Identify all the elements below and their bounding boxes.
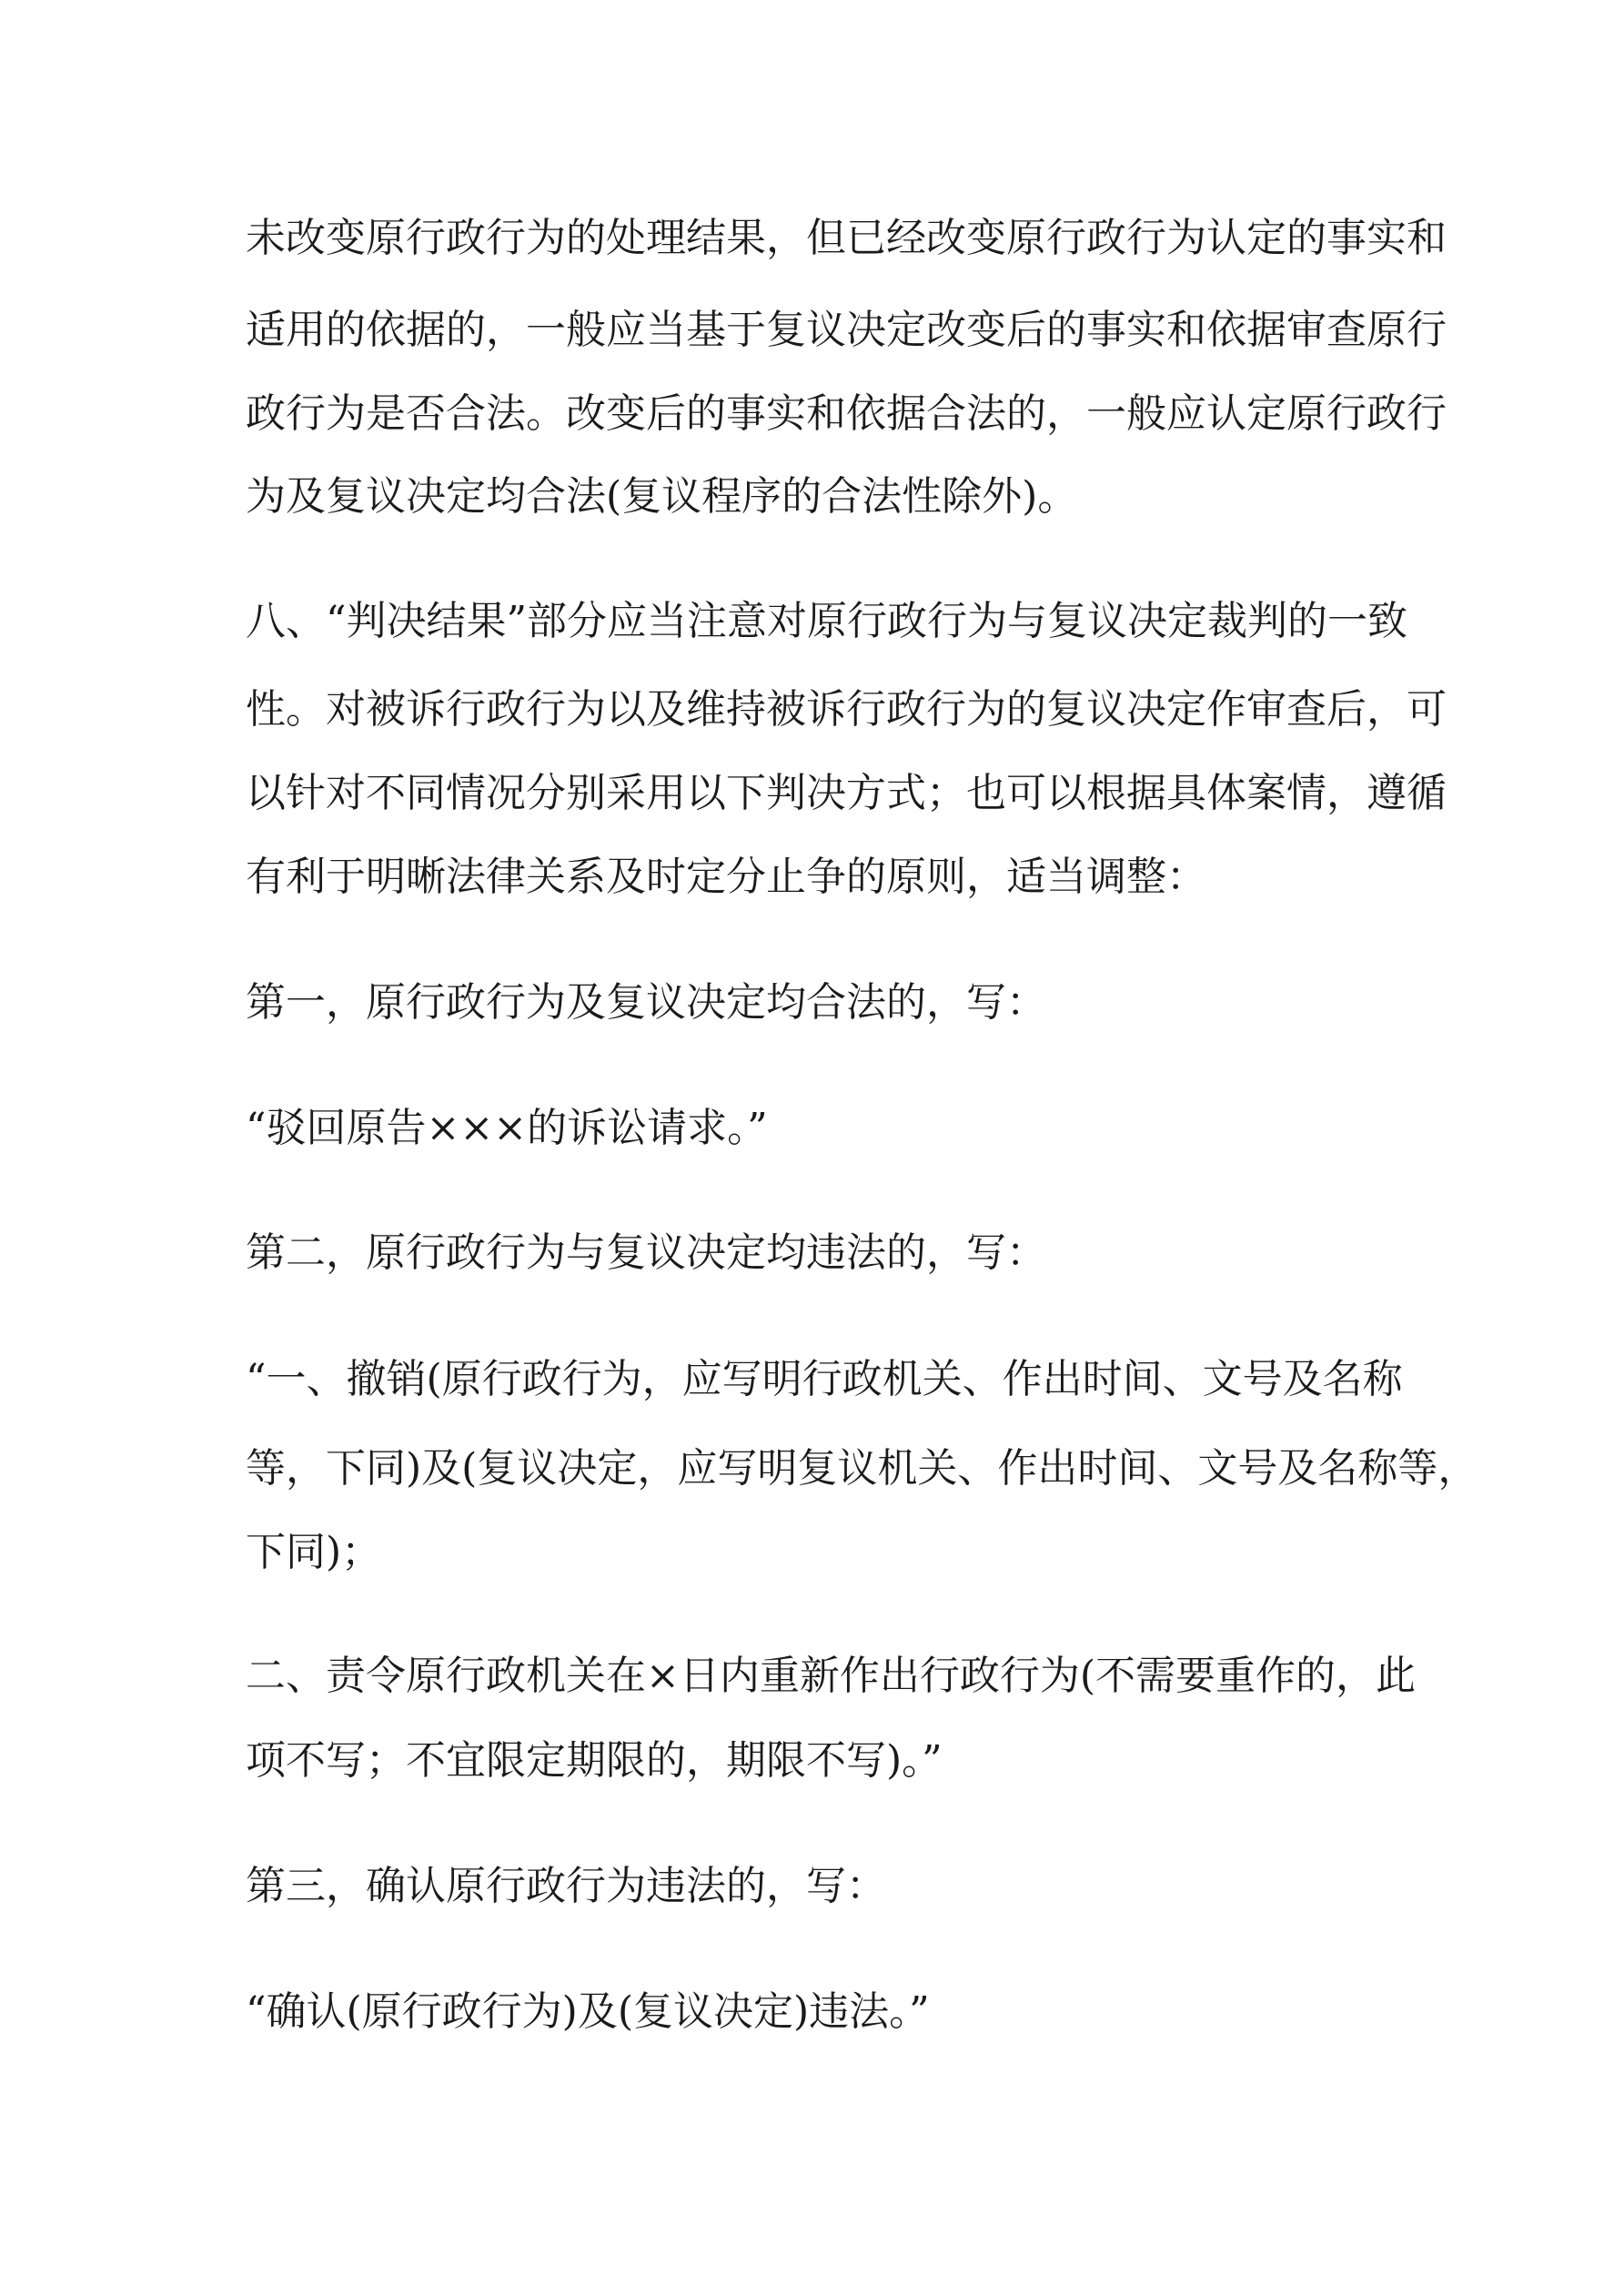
paragraph-6-line-2: 等，下同)及(复议决定，应写明复议机关、作出时间、文号及名称等， [246,1445,1478,1492]
paragraph-3-line-1: 第一，原行政行为及复议决定均合法的，写： [246,979,1046,1026]
paragraph-4-line-1: “驳回原告×××的诉讼请求。” [246,1105,768,1151]
paragraph-1-line-3: 政行为是否合法。改变后的事实和依据合法的，一般应认定原行政行 [246,390,1447,437]
paragraph-2-line-3: 以针对不同情况分别采用以下判决方式；也可以根据具体案情，遵循 [246,770,1447,816]
paragraph-1-line-1: 未改变原行政行为的处理结果，但已经改变原行政行为认定的事实和 [246,215,1447,261]
paragraph-9-line-1: “确认(原行政行为)及(复议决定)违法。” [246,1988,930,2035]
paragraph-2-line-1: 八、“判决结果”部分应当注意对原行政行为与复议决定裁判的一致 [246,598,1407,644]
paragraph-2-line-2: 性。对被诉行政行为以及维持被诉行政行为的复议决定作审查后，可 [246,686,1447,733]
paragraph-6-line-3: 下同)； [246,1529,382,1575]
paragraph-2-line-4: 有利于明晰法律关系及时定分止争的原则，适当调整： [246,854,1206,900]
paragraph-6-line-1: “一、撤销(原行政行为，应写明行政机关、作出时间、文号及名称 [246,1356,1403,1402]
paragraph-1-line-4: 为及复议决定均合法(复议程序的合法性除外)。 [246,473,1078,520]
paragraph-7-line-2: 项不写；不宜限定期限的，期限不写)。” [246,1737,943,1784]
paragraph-7-line-1: 二、责令原行政机关在×日内重新作出行政行为(不需要重作的，此 [246,1653,1417,1699]
paragraph-8-line-1: 第三，确认原行政行为违法的，写： [246,1863,886,1909]
paragraph-5-line-1: 第二，原行政行为与复议决定均违法的，写： [246,1229,1046,1276]
paragraph-1-line-2: 适用的依据的，一般应当基于复议决定改变后的事实和依据审查原行 [246,307,1447,353]
